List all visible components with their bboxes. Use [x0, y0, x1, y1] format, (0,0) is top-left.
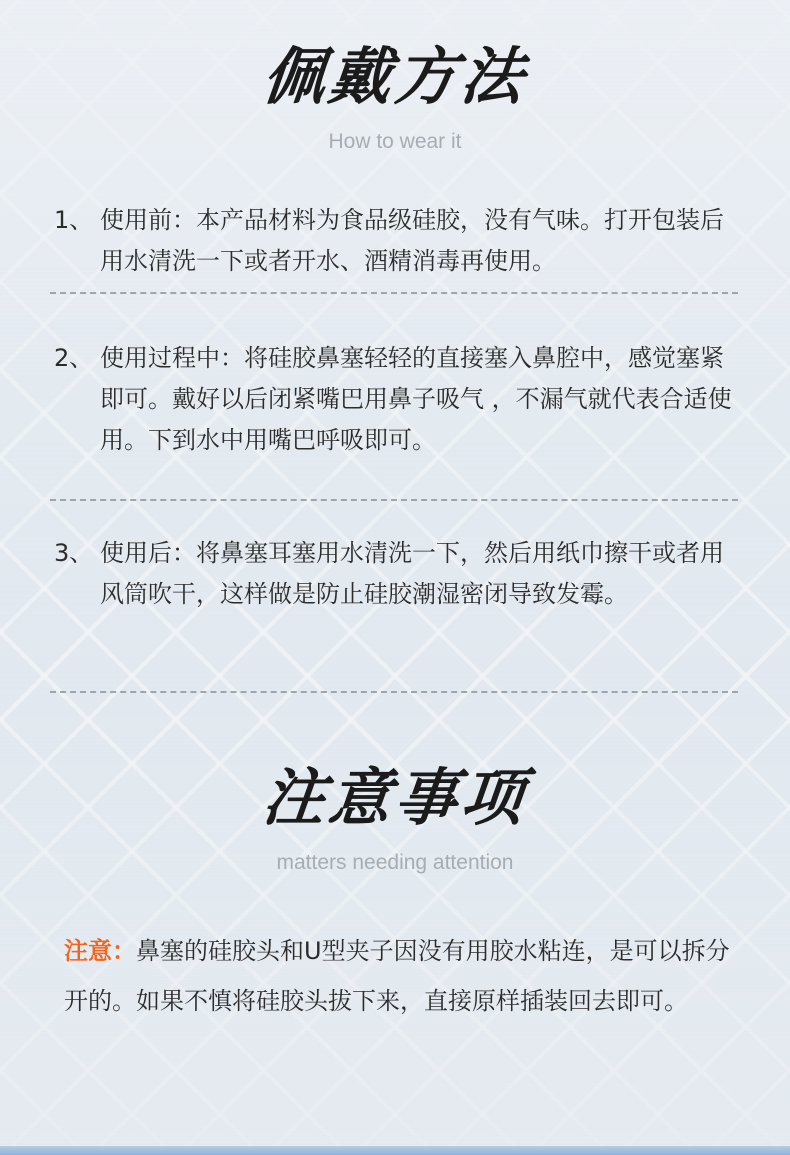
step-number: 3、 [54, 539, 94, 567]
step-text: 使用过程中：将硅胶鼻塞轻轻的直接塞入鼻腔中，感觉塞紧即可。戴好以后闭紧嘴巴用鼻子吸气 ，不漏气就代表合适使用。下到水中用嘴巴呼吸即可。 [100, 344, 732, 454]
attention-section-title: 注意事项 [259, 761, 531, 834]
wear-section-title: 佩戴方法 [259, 40, 531, 113]
attention-section-subtitle: matters needing attention [276, 851, 514, 874]
step-text: 使用后：将鼻塞耳塞用水清洗一下，然后用纸巾擦干或者用风筒吹干，这样做是防止硅胶潮湿密闭导致发霉。 [100, 539, 724, 608]
divider [50, 499, 738, 501]
step-number: 1、 [54, 206, 94, 234]
wear-step-3 [54, 533, 744, 615]
wear-section-subtitle: How to wear it [328, 130, 462, 153]
attention-note [64, 926, 740, 1026]
note-text: 鼻塞的硅胶头和U型夹子因没有用胶水粘连，是可以拆分开的。如果不慎将硅胶头拔下来，直接原样插装回去即可。 [64, 937, 730, 1015]
step-text: 使用前：本产品材料为食品级硅胶，没有气味。打开包装后用水清洗一下或者开水、酒精消毒再使用。 [100, 206, 724, 275]
step-number: 2、 [54, 344, 94, 372]
bottom-bar [0, 1146, 790, 1155]
note-label: 注意： [64, 937, 136, 965]
divider [50, 292, 738, 294]
wear-step-2 [54, 338, 744, 461]
divider [50, 691, 738, 693]
wear-step-1 [54, 200, 744, 282]
